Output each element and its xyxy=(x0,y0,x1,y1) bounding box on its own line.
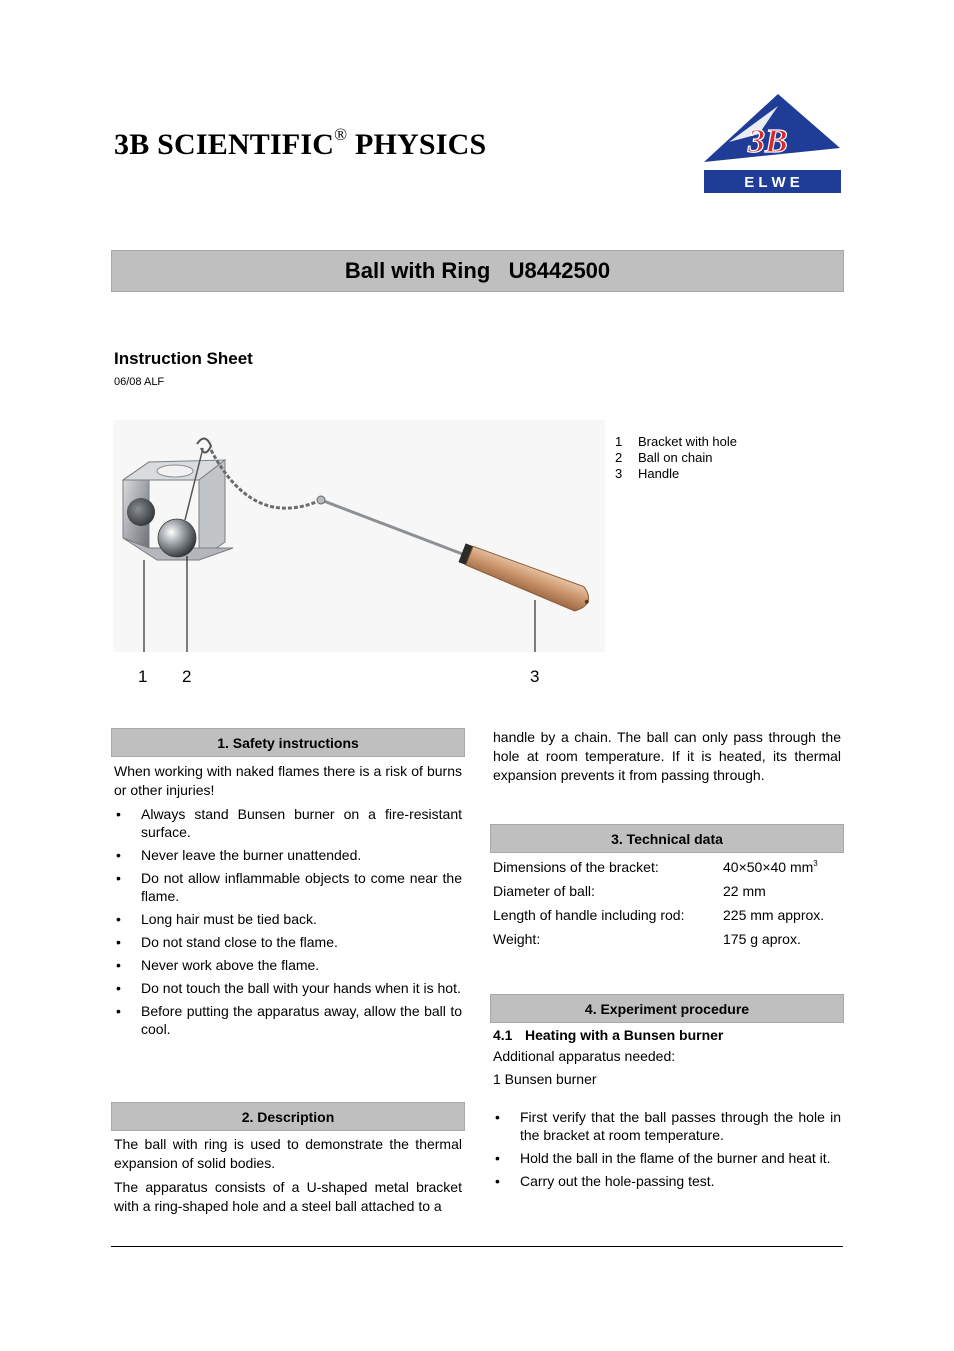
technical-value: 40×50×40 $mm^3$ xyxy=(723,859,818,875)
description-p1: The ball with ring is used to demonstrate the thermal expansion of solid bodies. xyxy=(114,1136,462,1171)
technical-row xyxy=(493,879,841,903)
product-title: Ball with Ring U8442500 xyxy=(344,258,611,283)
legend-item xyxy=(615,434,737,450)
safety-intro: When working with naked flames there is a risk of burns or other injuries! xyxy=(114,763,462,798)
legend-num: 1 xyxy=(615,434,623,449)
procedure-step: • Carry out the hole-passing test. xyxy=(490,1172,844,1190)
safety-item: • Always stand Bunsen burner on a fire-resistant surface. xyxy=(111,805,465,841)
procedure-step: • First verify that the ball passes through the hole in the bracket at room temperature. xyxy=(490,1108,844,1144)
apparatus-label: Additional apparatus needed: xyxy=(493,1048,676,1064)
callout-2: 2 xyxy=(182,667,192,686)
legend-label: Bracket with hole xyxy=(638,434,737,449)
procedure-section xyxy=(490,994,844,1190)
procedure-subheading xyxy=(490,1027,844,1043)
safety-section xyxy=(111,728,465,1038)
product-title-bar xyxy=(111,250,844,292)
logo-mark: 3B xyxy=(748,123,788,160)
technical-value: 225 mm approx. xyxy=(723,907,825,923)
description-heading: 2. Description xyxy=(111,1102,465,1131)
callout-1: 1 xyxy=(138,667,148,686)
3b-elwe-logo xyxy=(703,94,841,194)
technical-table xyxy=(490,855,844,951)
technical-row xyxy=(493,855,841,879)
registered-mark: ® xyxy=(334,125,348,144)
sheet-title: Instruction Sheet xyxy=(114,349,253,368)
legend-label: Ball on chain xyxy=(638,450,713,465)
technical-section xyxy=(490,824,844,951)
procedure-sub-num: 4.1 xyxy=(493,1027,513,1043)
safety-item: • Before putting the apparatus away, allow the ball to cool. xyxy=(111,1002,465,1038)
procedure-heading: 4. Experiment procedure xyxy=(490,994,844,1023)
safety-item: • Never work above the flame. xyxy=(111,956,465,974)
legend-num: 3 xyxy=(615,466,623,481)
brand-right: PHYSICS xyxy=(355,128,487,161)
brand-title xyxy=(114,125,487,162)
legend-num: 2 xyxy=(615,450,623,465)
logo-band-text: E L W E xyxy=(744,174,800,191)
safety-item: • Do not allow inflammable objects to come near the flame. xyxy=(111,869,465,905)
procedure-sub-title: Heating with a Bunsen burner xyxy=(525,1027,724,1043)
procedure-step: • Hold the ball in the flame of the burner and heat it. xyxy=(490,1149,844,1167)
technical-heading: 3. Technical data xyxy=(490,824,844,853)
safety-heading: 1. Safety instructions xyxy=(111,728,465,757)
figure-legend xyxy=(615,434,737,482)
safety-item: • Do not stand close to the flame. xyxy=(111,933,465,951)
description-p2: The apparatus consists of a U-shaped metal bracket with a ring-shaped hole and a steel ball attached to a xyxy=(114,1179,462,1214)
technical-label: Dimensions of the bracket: xyxy=(493,859,659,875)
description-continued xyxy=(490,728,844,785)
safety-item: • Never leave the burner unattended. xyxy=(111,846,465,864)
safety-list xyxy=(111,805,465,1038)
description-section xyxy=(111,1102,465,1216)
legend-item xyxy=(615,450,737,466)
brand-left: 3B SCIENTIFIC xyxy=(114,128,335,161)
technical-row xyxy=(493,903,841,927)
technical-sup: 3 xyxy=(813,859,818,868)
technical-label: Length of handle including rod: xyxy=(493,907,685,923)
technical-value: 175 g aprox. xyxy=(723,931,801,947)
safety-item: • Do not touch the ball with your hands when it is hot. xyxy=(111,979,465,997)
footer-rule xyxy=(111,1246,843,1247)
legend-item xyxy=(615,466,737,482)
technical-label: Weight: xyxy=(493,931,541,947)
product-photo xyxy=(113,420,605,652)
legend-label: Handle xyxy=(638,466,680,481)
sheet-date: 06/08 ALF xyxy=(114,376,165,388)
description-p3: handle by a chain. The ball can only pass through the hole at room temperature. If it is heated, its thermal expansion prevents it from passing through. xyxy=(493,729,841,783)
technical-row xyxy=(493,927,841,951)
technical-value: 22 mm xyxy=(723,883,766,899)
apparatus-item: 1 Bunsen burner xyxy=(493,1071,597,1087)
photo-callouts xyxy=(130,667,550,687)
callout-3: 3 xyxy=(530,667,540,686)
technical-label: Diameter of ball: xyxy=(493,883,595,899)
safety-item: • Long hair must be tied back. xyxy=(111,910,465,928)
procedure-steps xyxy=(490,1108,844,1190)
